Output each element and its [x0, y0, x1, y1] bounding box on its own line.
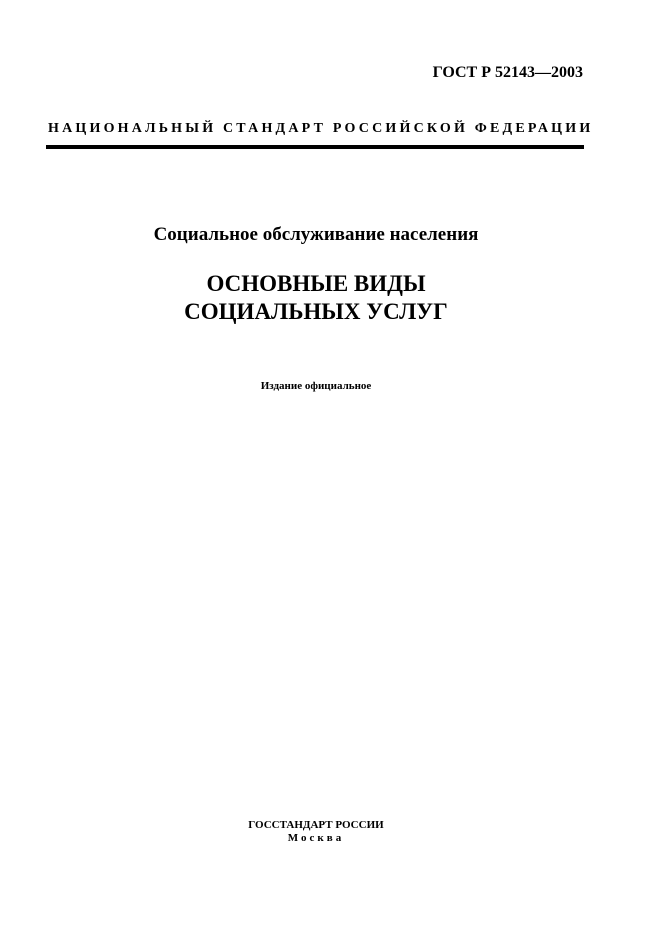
header-rule	[46, 145, 584, 149]
standard-header: НАЦИОНАЛЬНЫЙ СТАНДАРТ РОССИЙСКОЙ ФЕДЕРАЦИИ	[48, 121, 594, 136]
document-title	[0, 270, 632, 326]
publisher-name: ГОССТАНДАРТ РОССИИ	[248, 819, 384, 831]
title-line-1: ОСНОВНЫЕ ВИДЫ	[206, 271, 426, 296]
document-subtitle: Социальное обслуживание населения	[153, 224, 479, 245]
title-line-2: СОЦИАЛЬНЫХ УСЛУГ	[184, 299, 448, 324]
document-number: ГОСТ Р 52143—2003	[432, 64, 583, 81]
publication-city: Москва	[287, 832, 345, 844]
edition-note: Издание официальное	[260, 380, 372, 392]
